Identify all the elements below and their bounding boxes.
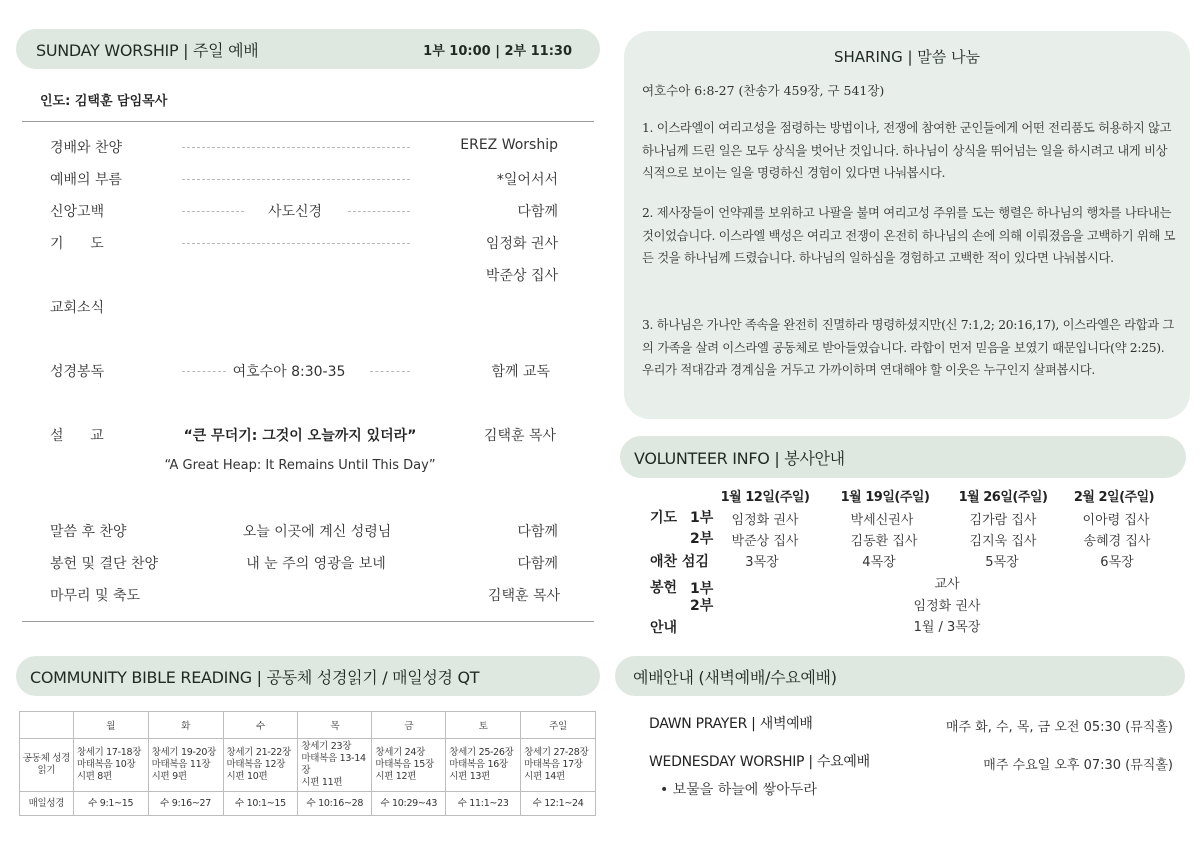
dawn-prayer-name: DAWN PRAYER | 새벽예배 bbox=[649, 716, 813, 732]
prayer-label: 기도 bbox=[650, 510, 678, 526]
reading-line: 창세기 24장 bbox=[375, 747, 426, 758]
wednesday-worship-time: 매주 수요일 오후 07:30 (뮤직홀) bbox=[983, 758, 1173, 773]
day-header: 토 bbox=[446, 712, 521, 739]
order-item: 예배의 부름 bbox=[50, 172, 123, 188]
order-item: 경배와 찬양 bbox=[50, 140, 123, 156]
order-right: 함께 교독 bbox=[491, 364, 550, 380]
qt-cell: 수 10:16~28 bbox=[298, 792, 372, 816]
offering-volunteer: 교사 bbox=[934, 577, 960, 592]
leader-dots bbox=[182, 243, 410, 244]
volunteer-date: 1월 19일(주일) bbox=[840, 490, 930, 505]
reading-line: 시편 13편 bbox=[449, 771, 491, 782]
sharing-title: SHARING | 말씀 나눔 bbox=[833, 48, 981, 66]
reading-cell bbox=[298, 739, 372, 792]
prayer-volunteer: 김지욱 집사 bbox=[969, 534, 1037, 549]
reading-line: 창세기 17-18장 bbox=[76, 747, 142, 758]
services-title: 예배안내 (새벽예배/수요예배) bbox=[633, 667, 837, 687]
reading-line: 창세기 23장 bbox=[301, 741, 352, 752]
order-row bbox=[50, 553, 558, 575]
reading-line: 마태복음 12장 bbox=[226, 759, 286, 770]
reading-cell bbox=[372, 739, 446, 792]
worship-leader: 인도: 김택훈 담임목사 bbox=[40, 94, 168, 109]
order-right: 김택훈 목사 bbox=[487, 588, 560, 604]
bible-reading-title: COMMUNITY BIBLE READING | 공동체 성경읽기 / 매일성경 QT bbox=[30, 667, 480, 687]
order-row bbox=[50, 201, 558, 223]
reading-line: 창세기 27-28장 bbox=[524, 747, 589, 758]
meal-group: 6목장 bbox=[1100, 555, 1134, 570]
reading-cell bbox=[148, 739, 223, 792]
order-row bbox=[50, 361, 558, 383]
table-row bbox=[20, 739, 596, 792]
volunteer-date: 2월 2일(주일) bbox=[1073, 490, 1155, 505]
bible-reading-header bbox=[16, 656, 600, 696]
order-row bbox=[50, 233, 558, 255]
reading-line: 마태복음 13-14장 bbox=[301, 753, 366, 776]
sunday-worship-title: SUNDAY WORSHIP | 주일 예배 bbox=[36, 40, 259, 60]
qt-cell: 수 11:1~23 bbox=[446, 792, 521, 816]
service-1-label: 1부 bbox=[690, 510, 714, 526]
prayer-volunteer: 임정화 권사 bbox=[731, 513, 799, 528]
order-center: 오늘 이곳에 계신 성령님 bbox=[242, 524, 392, 540]
order-row bbox=[50, 265, 558, 287]
order-item: 신앙고백 bbox=[50, 204, 105, 220]
order-center: 내 눈 주의 영광을 보네 bbox=[246, 556, 386, 572]
meal-group: 5목장 bbox=[985, 555, 1019, 570]
meal-group: 3목장 bbox=[745, 555, 779, 570]
order-center: 여호수아 8:30-35 bbox=[232, 364, 346, 380]
order-item: 교회소식 bbox=[50, 300, 105, 316]
order-right: 다함께 bbox=[517, 556, 558, 572]
reading-line: 마태복음 10장 bbox=[76, 759, 136, 770]
services-header bbox=[615, 656, 1185, 696]
order-right: 다함께 bbox=[517, 204, 558, 220]
volunteer-title: VOLUNTEER INFO | 봉사안내 bbox=[634, 448, 845, 468]
leader-dots bbox=[348, 211, 410, 212]
order-row bbox=[50, 585, 558, 607]
order-right: 다함께 bbox=[517, 524, 558, 540]
reading-line: 시편 12편 bbox=[375, 771, 417, 782]
reading-line: 창세기 19-20장 bbox=[151, 747, 216, 758]
leader-dots bbox=[182, 147, 410, 148]
reading-cell bbox=[521, 739, 596, 792]
day-header: 목 bbox=[298, 712, 372, 739]
sunday-worship-header bbox=[16, 29, 600, 69]
volunteer-date: 1월 26일(주일) bbox=[958, 490, 1048, 505]
offering-label: 봉헌 bbox=[650, 580, 678, 596]
bible-reading-table bbox=[19, 711, 596, 816]
reading-cell bbox=[73, 739, 148, 792]
leader-dots bbox=[182, 211, 244, 212]
order-row bbox=[50, 137, 558, 159]
order-item: 설 교 bbox=[50, 428, 104, 444]
leader-dots bbox=[182, 371, 226, 372]
dawn-prayer-time: 매주 화, 수, 목, 금 오전 05:30 (뮤직홀) bbox=[945, 720, 1173, 735]
prayer-volunteer: 김동환 집사 bbox=[850, 534, 918, 549]
sharing-scripture-ref: 여호수아 6:8-27 (찬송가 459장, 구 541장) bbox=[642, 83, 885, 98]
order-row bbox=[50, 521, 558, 543]
reading-line: 창세기 25-26장 bbox=[449, 747, 514, 758]
table-row bbox=[20, 792, 596, 816]
reading-line: 마태복음 11장 bbox=[151, 759, 211, 770]
day-header: 월 bbox=[73, 712, 148, 739]
sharing-question-1: 1. 이스라엘이 여리고성을 점령하는 방법이나, 전쟁에 참여한 군인들에게 어떤 전리품도 허용하지 않고 하나님께 드린 일은 모두 상식을 벗어난 것입니다. 하나님이 상식을 뛰어넘는 일을 하시려고 내게 비상식적으로 보이는 일을 명령하신 경험이 있다면 나눠봅시다. bbox=[642, 121, 1172, 180]
wednesday-worship-name: WEDNESDAY WORSHIP | 수요예배 bbox=[649, 754, 870, 770]
sharing-question-3: 3. 하나님은 가나안 족속을 완전히 진멸하라 명령하셨지만(신 7:1,2; 20:16,17), 이스라엘은 라합과 그의 가족을 살려 이스라엘 공동체로 받아들였습니다. 라합이 먼저 믿음을 보였기 때문입니다(약 2:25). 우리가 적대감과 경계심을 거두고 가까이하며 연대해야 할 이웃은 누구인지 살펴봅시다. bbox=[642, 318, 1174, 377]
offering-volunteer: 임정화 권사 bbox=[913, 599, 981, 614]
leader-dots bbox=[182, 179, 410, 180]
order-item: 기 도 bbox=[50, 236, 104, 252]
wednesday-sermon-title: • 보물을 하늘에 쌓아두라 bbox=[660, 782, 817, 798]
sharing-panel bbox=[624, 31, 1190, 419]
sermon-title-english: “A Great Heap: It Remains Until This Day” bbox=[164, 458, 436, 473]
order-right: 임정화 권사 bbox=[485, 236, 558, 252]
order-row bbox=[50, 425, 558, 447]
day-header: 주일 bbox=[521, 712, 596, 739]
row-label: 공동체 성경읽기 bbox=[20, 739, 74, 792]
order-right: *일어서서 bbox=[496, 172, 558, 188]
prayer-volunteer: 박세신권사 bbox=[850, 513, 914, 528]
service-1-label: 1부 bbox=[690, 581, 714, 597]
reading-line: 시편 14편 bbox=[524, 771, 565, 782]
order-row bbox=[50, 297, 558, 319]
service-2-label: 2부 bbox=[690, 531, 714, 547]
qt-cell: 수 10:1~15 bbox=[223, 792, 298, 816]
prayer-volunteer: 김가람 집사 bbox=[969, 513, 1037, 528]
leader-dots bbox=[370, 371, 410, 372]
day-header: 수 bbox=[223, 712, 298, 739]
qt-cell: 수 9:1~15 bbox=[73, 792, 148, 816]
reading-line: 시편 8편 bbox=[76, 771, 112, 782]
reading-line: 시편 10편 bbox=[226, 771, 268, 782]
reading-line: 시편 11편 bbox=[301, 777, 343, 788]
order-row bbox=[50, 169, 558, 191]
order-right: 김택훈 목사 bbox=[483, 428, 556, 444]
prayer-volunteer: 송혜경 집사 bbox=[1083, 534, 1151, 549]
reading-cell bbox=[223, 739, 298, 792]
order-item: 봉헌 및 결단 찬양 bbox=[50, 556, 159, 572]
volunteer-date: 1월 12일(주일) bbox=[720, 490, 810, 505]
qt-cell: 수 9:16~27 bbox=[148, 792, 223, 816]
reading-line: 마태복음 15장 bbox=[375, 759, 434, 770]
corner-cell bbox=[20, 712, 74, 739]
reading-cell bbox=[446, 739, 521, 792]
volunteer-header bbox=[620, 436, 1186, 478]
order-item: 말씀 후 찬양 bbox=[50, 524, 127, 540]
sharing-question-2: 2. 제사장들이 언약궤를 보위하고 나팔을 불며 여리고성 주위를 도는 행렬은 하나님의 행차를 나타내는 것이었습니다. 이스라엘 백성은 여리고 전쟁이 온전히 하나님의 손에 의해 이뤄졌음을 고백하기 위해 모든 것을 하나님께 드렸습니다. 하나님의 일하심을 경험하고 고백한 적이 있다면 나눠봅시다. bbox=[642, 206, 1176, 265]
sunday-worship-schedule: 1부 10:00 | 2부 11:30 bbox=[423, 43, 572, 59]
meal-label: 애찬 섬김 bbox=[650, 554, 709, 570]
order-item: 마무리 및 축도 bbox=[50, 588, 141, 604]
guide-label: 안내 bbox=[650, 620, 678, 636]
reading-line: 마태복음 16장 bbox=[449, 759, 508, 770]
row-label: 매일성경 bbox=[20, 792, 74, 816]
prayer-volunteer: 박준상 집사 bbox=[731, 534, 799, 549]
qt-cell: 수 12:1~24 bbox=[521, 792, 596, 816]
service-2-label: 2부 bbox=[690, 598, 714, 614]
meal-group: 4목장 bbox=[862, 555, 896, 570]
reading-line: 시편 9편 bbox=[151, 771, 187, 782]
table-header-row bbox=[20, 712, 596, 739]
divider bbox=[22, 621, 594, 622]
sermon-title: “큰 무더기: 그것이 오늘까지 있더라” bbox=[183, 428, 417, 444]
reading-line: 창세기 21-22장 bbox=[226, 747, 291, 758]
day-header: 화 bbox=[148, 712, 223, 739]
order-item: 성경봉독 bbox=[50, 364, 105, 380]
order-right: EREZ Worship bbox=[460, 137, 558, 153]
prayer-volunteer: 이아령 집사 bbox=[1082, 513, 1150, 528]
order-right: 박준상 집사 bbox=[485, 268, 558, 284]
guide-volunteer: 1월 / 3목장 bbox=[913, 620, 981, 635]
qt-cell: 수 10:29~43 bbox=[372, 792, 446, 816]
order-center: 사도신경 bbox=[267, 204, 323, 220]
reading-line: 마태복음 17장 bbox=[524, 759, 583, 770]
day-header: 금 bbox=[372, 712, 446, 739]
divider bbox=[22, 121, 594, 122]
